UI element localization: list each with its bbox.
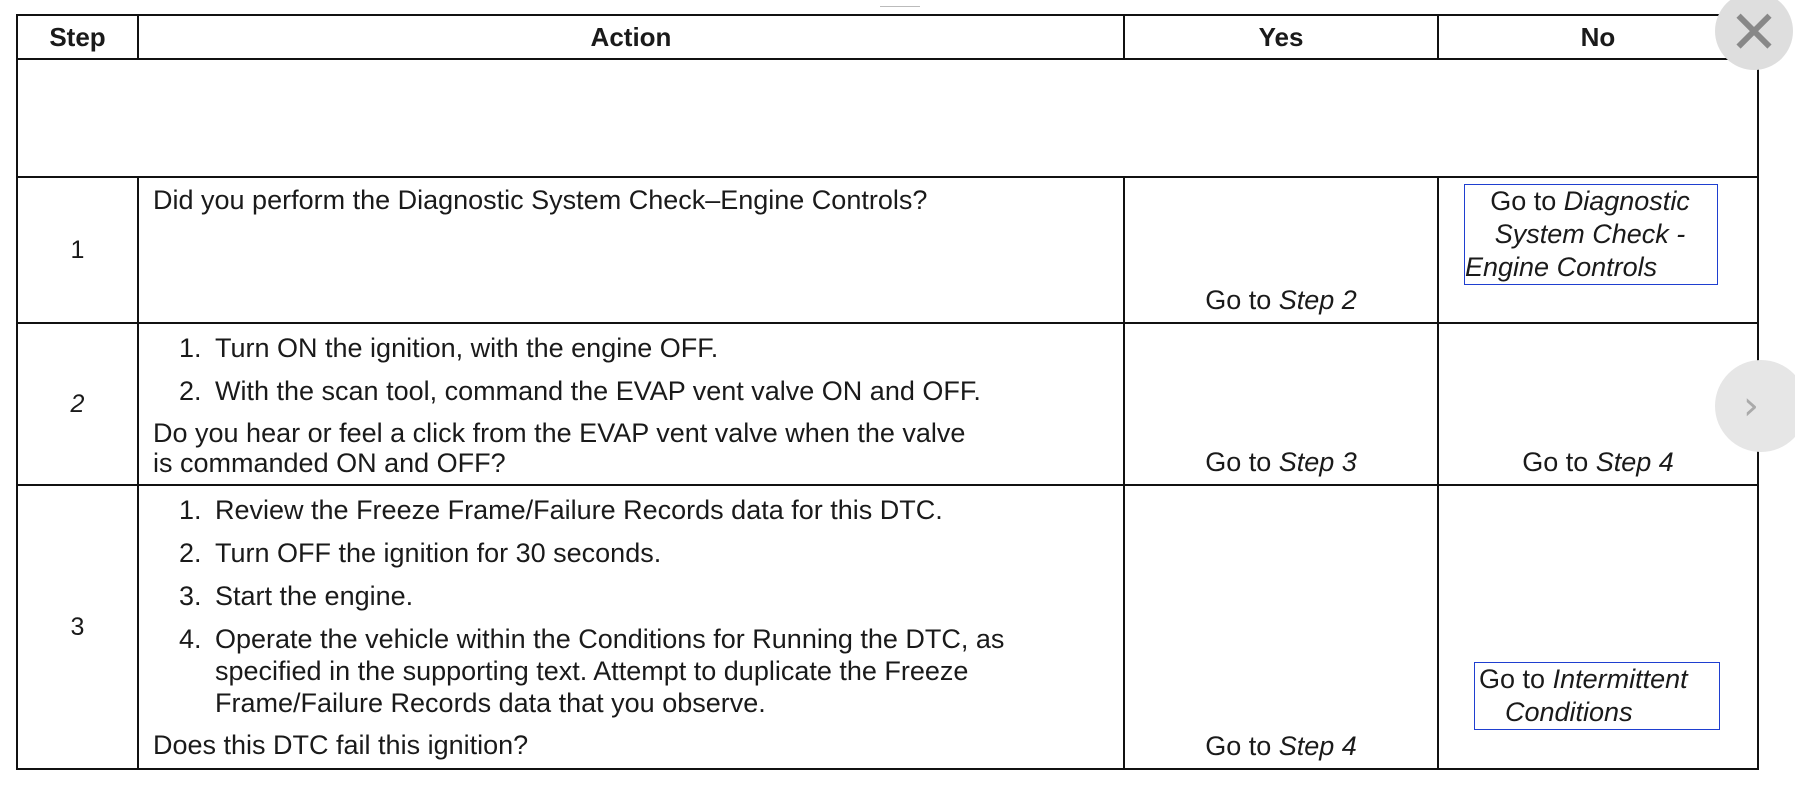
no-cell bbox=[1438, 177, 1758, 323]
header-row bbox=[17, 15, 1758, 59]
table-row bbox=[17, 485, 1758, 769]
instruction-list bbox=[153, 494, 1109, 719]
no-link[interactable] bbox=[1439, 447, 1757, 478]
instruction-item: 3. Start the engine. bbox=[209, 580, 1109, 612]
yes-link[interactable] bbox=[1125, 731, 1437, 762]
yes-cell bbox=[1124, 323, 1438, 485]
empty-cell bbox=[17, 59, 1758, 177]
action-cell bbox=[138, 177, 1124, 323]
header-step: Step bbox=[17, 15, 138, 59]
action-cell bbox=[138, 485, 1124, 769]
table-row bbox=[17, 177, 1758, 323]
question-line: Do you hear or feel a click from the EVAP vent valve when the valve bbox=[153, 418, 966, 448]
link-target: Step 2 bbox=[1278, 285, 1357, 315]
step-number: 2 bbox=[17, 323, 138, 485]
link-prefix: Go to bbox=[1205, 447, 1272, 477]
close-button[interactable] bbox=[1715, 0, 1793, 70]
header-yes: Yes bbox=[1124, 15, 1438, 59]
link-prefix: Go to bbox=[1479, 664, 1546, 694]
link-target: Step 4 bbox=[1278, 731, 1357, 761]
yes-link[interactable] bbox=[1125, 447, 1437, 478]
yes-cell bbox=[1124, 485, 1438, 769]
link-target: Step 4 bbox=[1595, 447, 1674, 477]
no-cell bbox=[1438, 323, 1758, 485]
no-link-boxed[interactable] bbox=[1474, 662, 1720, 730]
link-target: Diagnostic bbox=[1563, 186, 1690, 216]
question-text: Does this DTC fail this ignition? bbox=[153, 730, 529, 760]
diagnostic-table bbox=[16, 14, 1759, 770]
link-prefix: Go to bbox=[1205, 731, 1272, 761]
link-prefix: Go to bbox=[1522, 447, 1589, 477]
chevron-right-icon: › bbox=[1743, 383, 1759, 429]
header-action: Action bbox=[138, 15, 1124, 59]
empty-row bbox=[17, 59, 1758, 177]
link-target: Engine Controls bbox=[1465, 252, 1658, 282]
page-edge-fragment bbox=[880, 0, 920, 7]
no-link-boxed[interactable] bbox=[1464, 184, 1718, 285]
link-target: Step 3 bbox=[1278, 447, 1357, 477]
instruction-item: 2. With the scan tool, command the EVAP vent valve ON and OFF. bbox=[209, 375, 1109, 407]
question-text bbox=[153, 418, 1109, 478]
close-icon: ✕ bbox=[1728, 0, 1780, 68]
header-no: No bbox=[1438, 15, 1758, 59]
table-row bbox=[17, 323, 1758, 485]
link-target: System Check - bbox=[1494, 219, 1686, 249]
question-line: is commanded ON and OFF? bbox=[153, 448, 506, 478]
instruction-item: 4. Operate the vehicle within the Conditions for Running the DTC, as specified in the supporting text. Attempt to duplicate the Freeze Frame/Failure Records data that you observe. bbox=[209, 623, 1109, 719]
link-prefix: Go to bbox=[1490, 186, 1557, 216]
link-prefix: Go to bbox=[1205, 285, 1272, 315]
link-target: Conditions bbox=[1505, 697, 1633, 727]
link-target: Intermittent bbox=[1552, 664, 1688, 694]
no-cell bbox=[1438, 485, 1758, 769]
instruction-item: 1. Review the Freeze Frame/Failure Records data for this DTC. bbox=[209, 494, 1109, 526]
step-number: 1 bbox=[17, 177, 138, 323]
instruction-item: 1. Turn ON the ignition, with the engine OFF. bbox=[209, 332, 1109, 364]
yes-link[interactable] bbox=[1125, 285, 1437, 316]
step-number: 3 bbox=[17, 485, 138, 769]
yes-cell bbox=[1124, 177, 1438, 323]
question-text: Did you perform the Diagnostic System Check–Engine Controls? bbox=[153, 185, 928, 215]
instruction-list bbox=[153, 332, 1109, 407]
instruction-item: 2. Turn OFF the ignition for 30 seconds. bbox=[209, 537, 1109, 569]
action-cell bbox=[138, 323, 1124, 485]
